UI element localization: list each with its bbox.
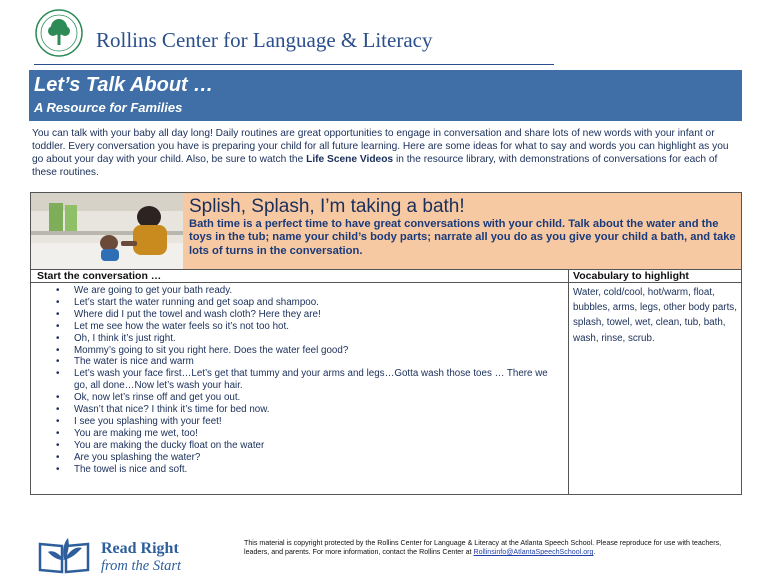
list-item: • The water is nice and warm [61,356,561,368]
list-item: • Mommy’s going to sit you right here. Does the water feel good? [61,345,561,357]
logo-tagline: from the Start [101,558,182,574]
list-item: • Wasn’t that nice? I think it’s time for bed now. [61,404,561,416]
list-item: • Oh, I think it’s just right. [61,333,561,345]
activity-box [30,192,742,270]
intro-text-end: in the resource library, with demonstrations of conversations for each of these routines. [32,154,718,178]
copyright-end: . [593,548,596,557]
header-row-divider [31,282,741,283]
intro-paragraph [32,127,740,179]
copyright-text: This material is copyright protected by the Rollins Center for Language & Literacy at the Atlanta Speech School. Please reproduce for use with teachers, leaders, and parents. For more information, contact the Rollins Center at [244,539,722,557]
vocabulary-list: Water, cold/cool, hot/warm, float, bubbles, arms, legs, other body parts, splash, towel, wet, clean, tub, bath, wash, rinse, scrub. [573,287,737,344]
list-item: • Where did I put the towel and wash cloth? Here they are! [61,309,561,321]
header-divider [34,64,554,65]
copyright-notice [244,539,734,557]
org-name: Rollins Center for Language & Literacy [96,28,433,52]
list-item: • We are going to get your bath ready. [61,285,561,297]
list-item: • You are making me wet, too! [61,428,561,440]
list-item: • Let’s wash your face first…Let’s get that tummy and your arms and legs…Gotta wash those toes … There we go, all done…Now let’s wash your hair. [61,368,561,392]
activity-title: Splish, Splash, I’m taking a bath! [189,196,465,217]
read-right-logo [36,536,206,580]
intro-text: You can talk with your baby all day long! Daily routines are great opportunities to engage in conversation and share lots of new words with your infant or toddler. Every conversation you have is preparing your child for all future learning. Here are some ideas for what to say and words you can highlight as you go about your day with your child. Also, be sure to watch the [32,128,729,165]
open-book-icon [36,536,92,574]
tree-seal-icon [34,8,84,58]
list-item: • Let’s start the water running and get soap and shampoo. [61,297,561,309]
list-item: • Are you splashing the water? [61,452,561,464]
vocabulary-column-header: Vocabulary to highlight [573,270,689,282]
logo-title: Read Right [101,540,179,557]
page-title: Let’s Talk About … [34,74,214,96]
list-item: • I see you splashing with your feet! [61,416,561,428]
list-item: • Let me see how the water feels so it’s not too hot. [61,321,561,333]
page-header [34,8,734,66]
list-item: • You are making the ducky float on the water [61,440,561,452]
title-banner [29,70,742,121]
list-item: • The towel is nice and soft. [61,464,561,476]
list-item: • Ok, now let’s rinse off and get you out. [61,392,561,404]
column-divider [568,270,569,494]
bath-photo-icon [31,193,183,269]
conversation-table [30,270,742,495]
conversation-column-header: Start the conversation … [37,270,162,282]
page-subtitle: A Resource for Families [34,100,183,115]
conversation-list [61,285,561,476]
contact-email-link[interactable]: Rollinsinfo@AtlantaSpeechSchool.org [473,548,594,557]
activity-description: Bath time is a perfect time to have great conversations with your child. Talk about the water and the toys in the tub; name your child’s body parts; narrate all you do as you give your child a bath, and take lots of turns in the conversation. [189,218,736,257]
intro-highlight: Life Scene Videos [306,154,394,165]
